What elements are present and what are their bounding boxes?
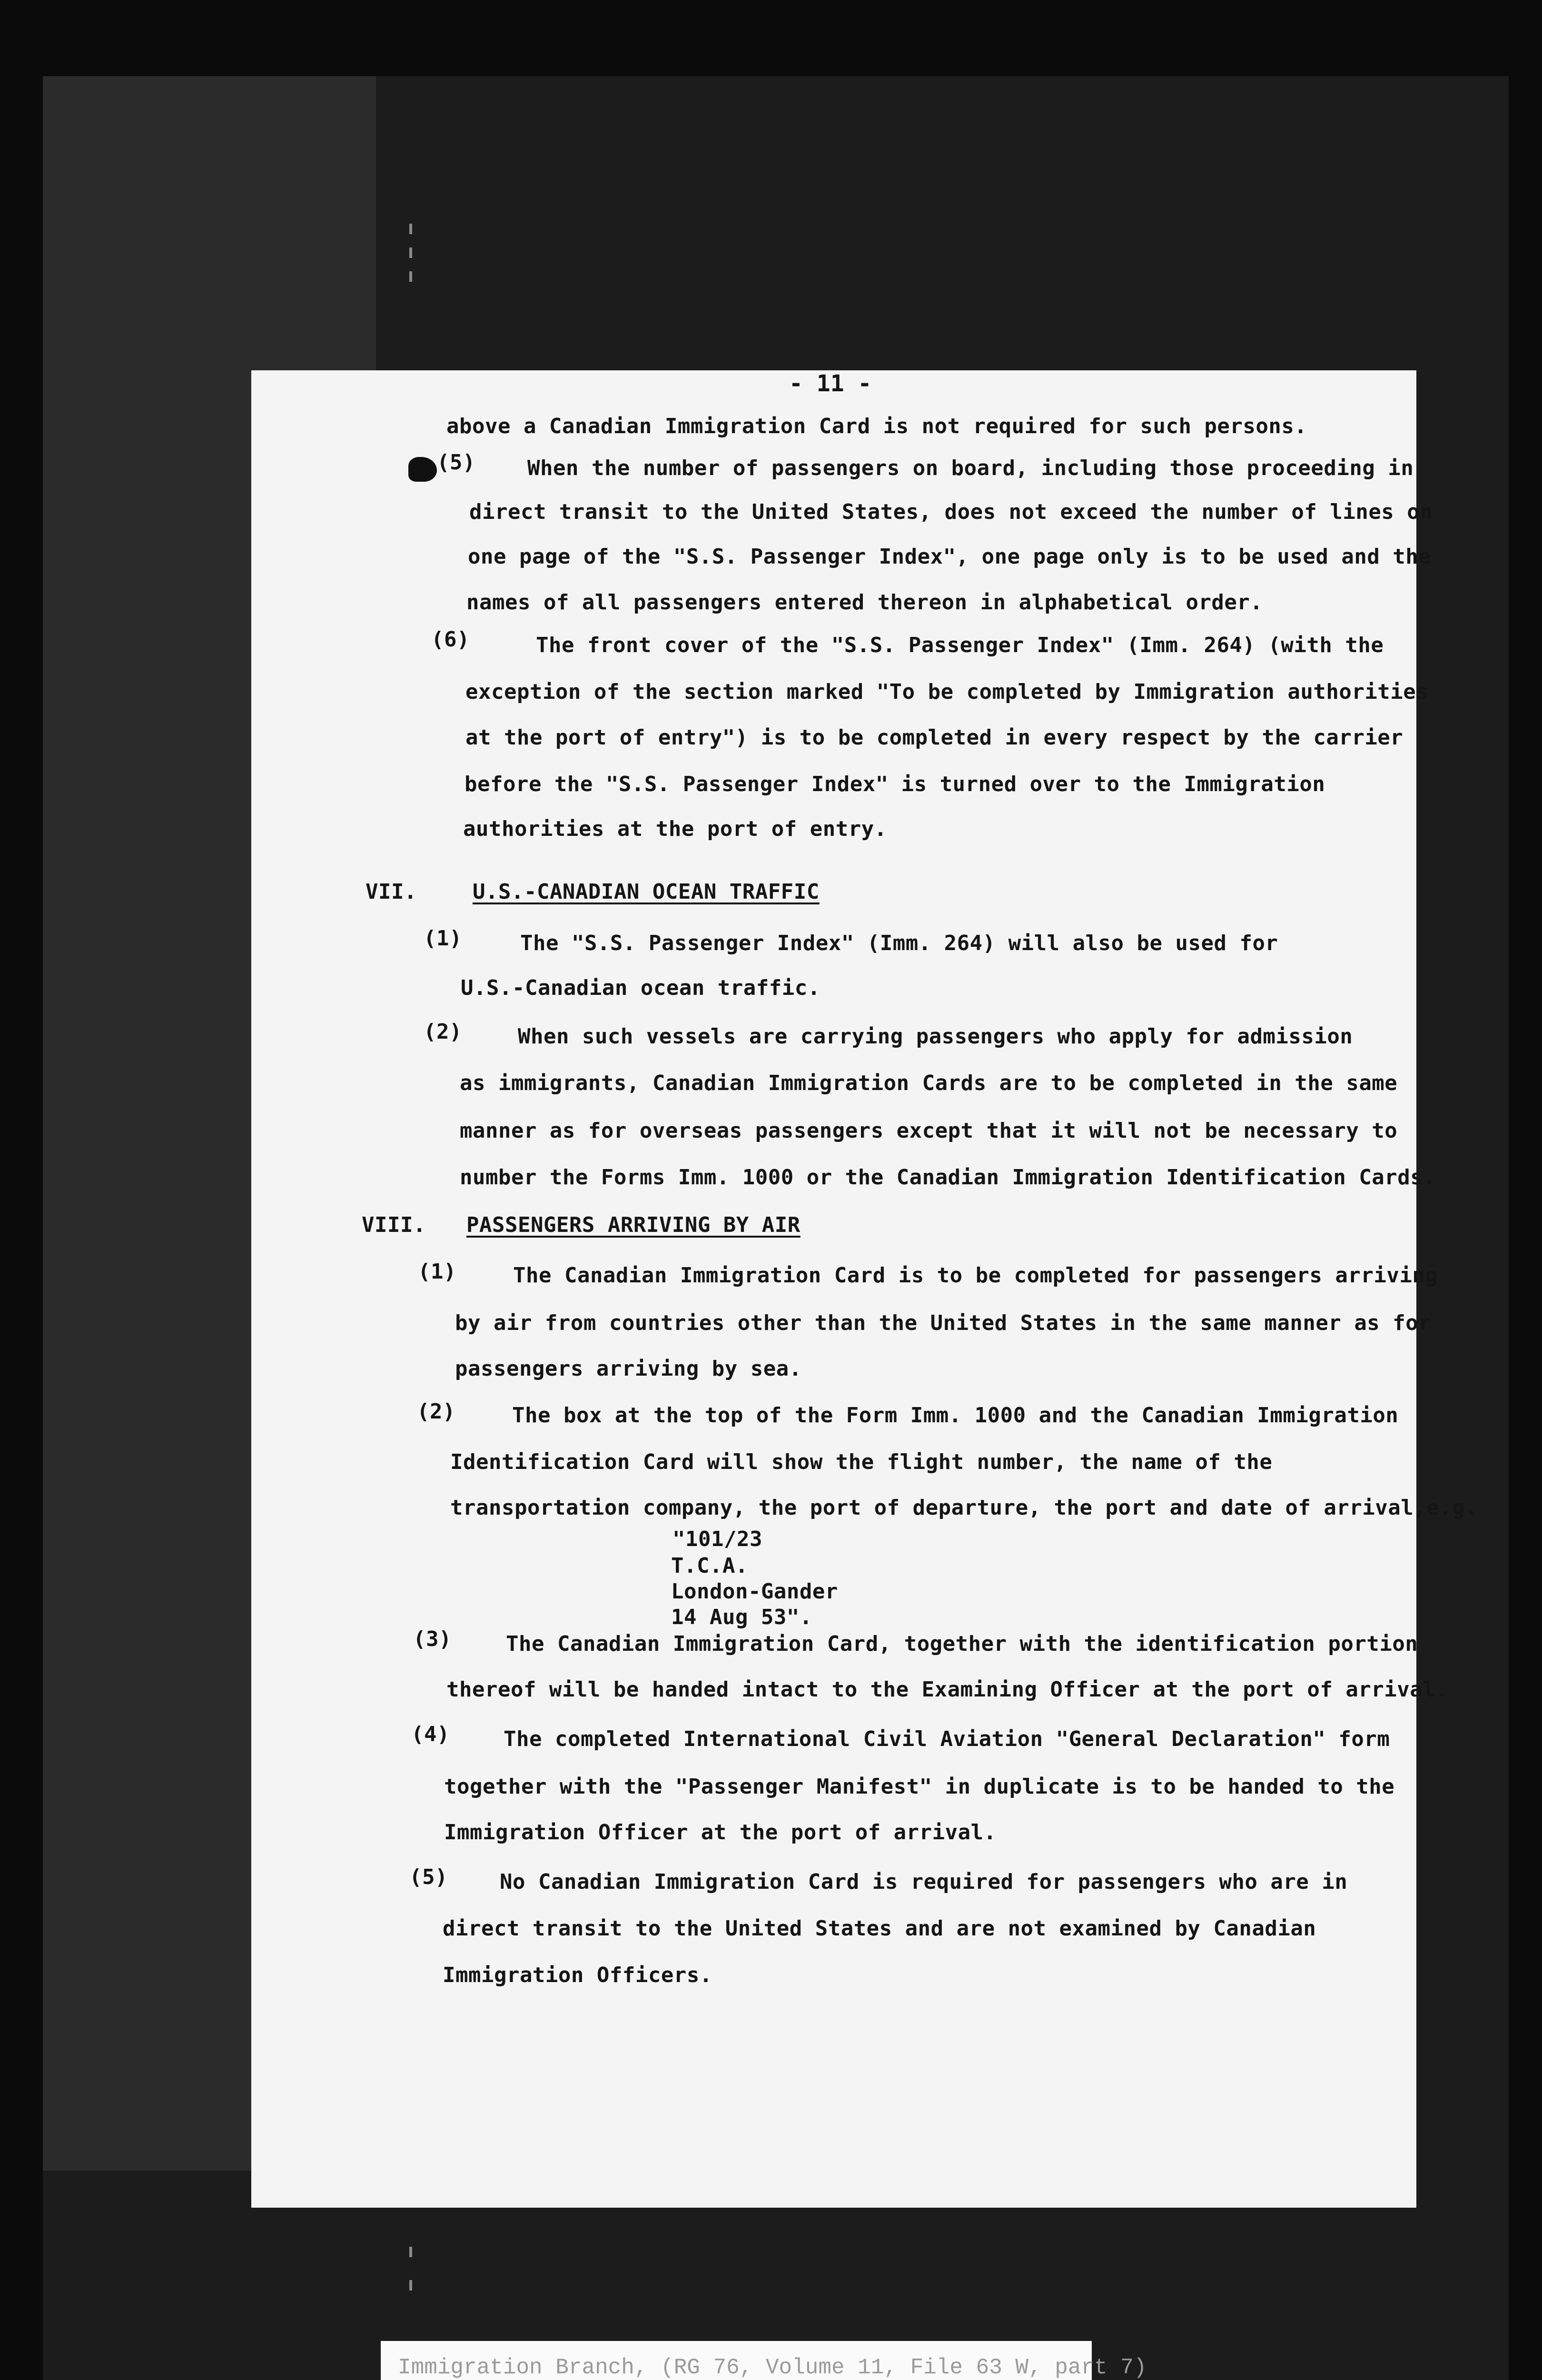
text-line: U.S.-Canadian ocean traffic. [461, 976, 820, 1000]
text-line: above a Canadian Immigration Card is not required for such persons. [446, 414, 1307, 438]
text-line: direct transit to the United States, does not exceed the number of lines on [469, 500, 1433, 524]
text-line: by air from countries other than the United States in the same manner as for [455, 1311, 1432, 1335]
paragraph-number: (2) [424, 1020, 462, 1044]
text-line: thereof will be handed intact to the Examining Officer at the port of arrival. [446, 1677, 1449, 1702]
text-line: The completed International Civil Aviation "General Declaration" form [504, 1727, 1390, 1751]
text-line: as immigrants, Canadian Immigration Cards are to be completed in the same [460, 1071, 1398, 1095]
page-number: - 11 - [789, 370, 872, 397]
paragraph-number: (5) [437, 450, 475, 475]
text-line: The box at the top of the Form Imm. 1000 and the Canadian Immigration [512, 1403, 1399, 1428]
section-heading: U.S.-CANADIAN OCEAN TRAFFIC [473, 880, 820, 904]
text-line: The Canadian Immigration Card is to be completed for passengers arriving [513, 1263, 1438, 1288]
film-mark [409, 2247, 412, 2257]
text-line: authorities at the port of entry. [463, 817, 887, 841]
film-mark [409, 248, 412, 258]
ink-blot [408, 457, 437, 482]
paragraph-number: (1) [424, 926, 462, 951]
text-line: before the "S.S. Passenger Index" is turned over to the Immigration [465, 772, 1325, 796]
text-line: No Canadian Immigration Card is required for passengers who are in [500, 1870, 1348, 1894]
text-line: When such vessels are carrying passengers who apply for admission [518, 1024, 1353, 1049]
text-line: passengers arriving by sea. [455, 1357, 802, 1381]
example-line: 14 Aug 53". [671, 1605, 812, 1629]
film-mark [409, 271, 412, 282]
paragraph-number: (2) [417, 1399, 455, 1424]
text-line: The front cover of the "S.S. Passenger Index" (Imm. 264) (with the [536, 633, 1384, 657]
example-line: "101/23 [672, 1527, 762, 1551]
text-line: The Canadian Immigration Card, together with the identification portion [506, 1632, 1418, 1656]
text-line: one page of the "S.S. Passenger Index", one page only is to be used and the [468, 545, 1432, 569]
section-number: VII. [366, 880, 417, 904]
paragraph-number: (5) [409, 1865, 448, 1889]
text-line: exception of the section marked "To be completed by Immigration authorities [465, 680, 1429, 704]
text-line: number the Forms Imm. 1000 or the Canadian Immigration Identification Cards. [460, 1165, 1436, 1190]
text-line: at the port of entry") is to be completed in every respect by the carrier [465, 725, 1404, 750]
text-line: Identification Card will show the flight number, the name of the [450, 1450, 1273, 1474]
text-line: names of all passengers entered thereon in alphabetical order. [466, 590, 1263, 615]
example-line: T.C.A. [671, 1554, 748, 1578]
section-heading: PASSENGERS ARRIVING BY AIR [466, 1213, 801, 1237]
text-line: manner as for overseas passengers except that it will not be necessary to [460, 1119, 1398, 1143]
paragraph-number: (1) [418, 1259, 456, 1284]
text-line: When the number of passengers on board, including those proceeding in [527, 456, 1414, 480]
document-page [251, 370, 1478, 2208]
section-number: VIII. [362, 1213, 426, 1237]
film-mark [409, 224, 412, 234]
text-line: direct transit to the United States and are not examined by Canadian [443, 1916, 1316, 1941]
paragraph-number: (3) [413, 1627, 452, 1651]
text-line: Immigration Officer at the port of arrival. [444, 1820, 997, 1844]
text-line: transportation company, the port of departure, the port and date of arrival,e.g. [450, 1496, 1478, 1520]
text-line: The "S.S. Passenger Index" (Imm. 264) will also be used for [520, 931, 1278, 955]
source-reference-label: Immigration Branch, (RG 76, Volume 11, File 63 W, part 7) [381, 2341, 1092, 2380]
film-mark [409, 2280, 412, 2291]
paragraph-number: (6) [431, 627, 470, 652]
text-line: together with the "Passenger Manifest" in duplicate is to be handed to the [444, 1775, 1395, 1799]
text-line: Immigration Officers. [443, 1963, 712, 1987]
paragraph-number: (4) [411, 1722, 450, 1746]
example-line: London-Gander [671, 1579, 838, 1604]
